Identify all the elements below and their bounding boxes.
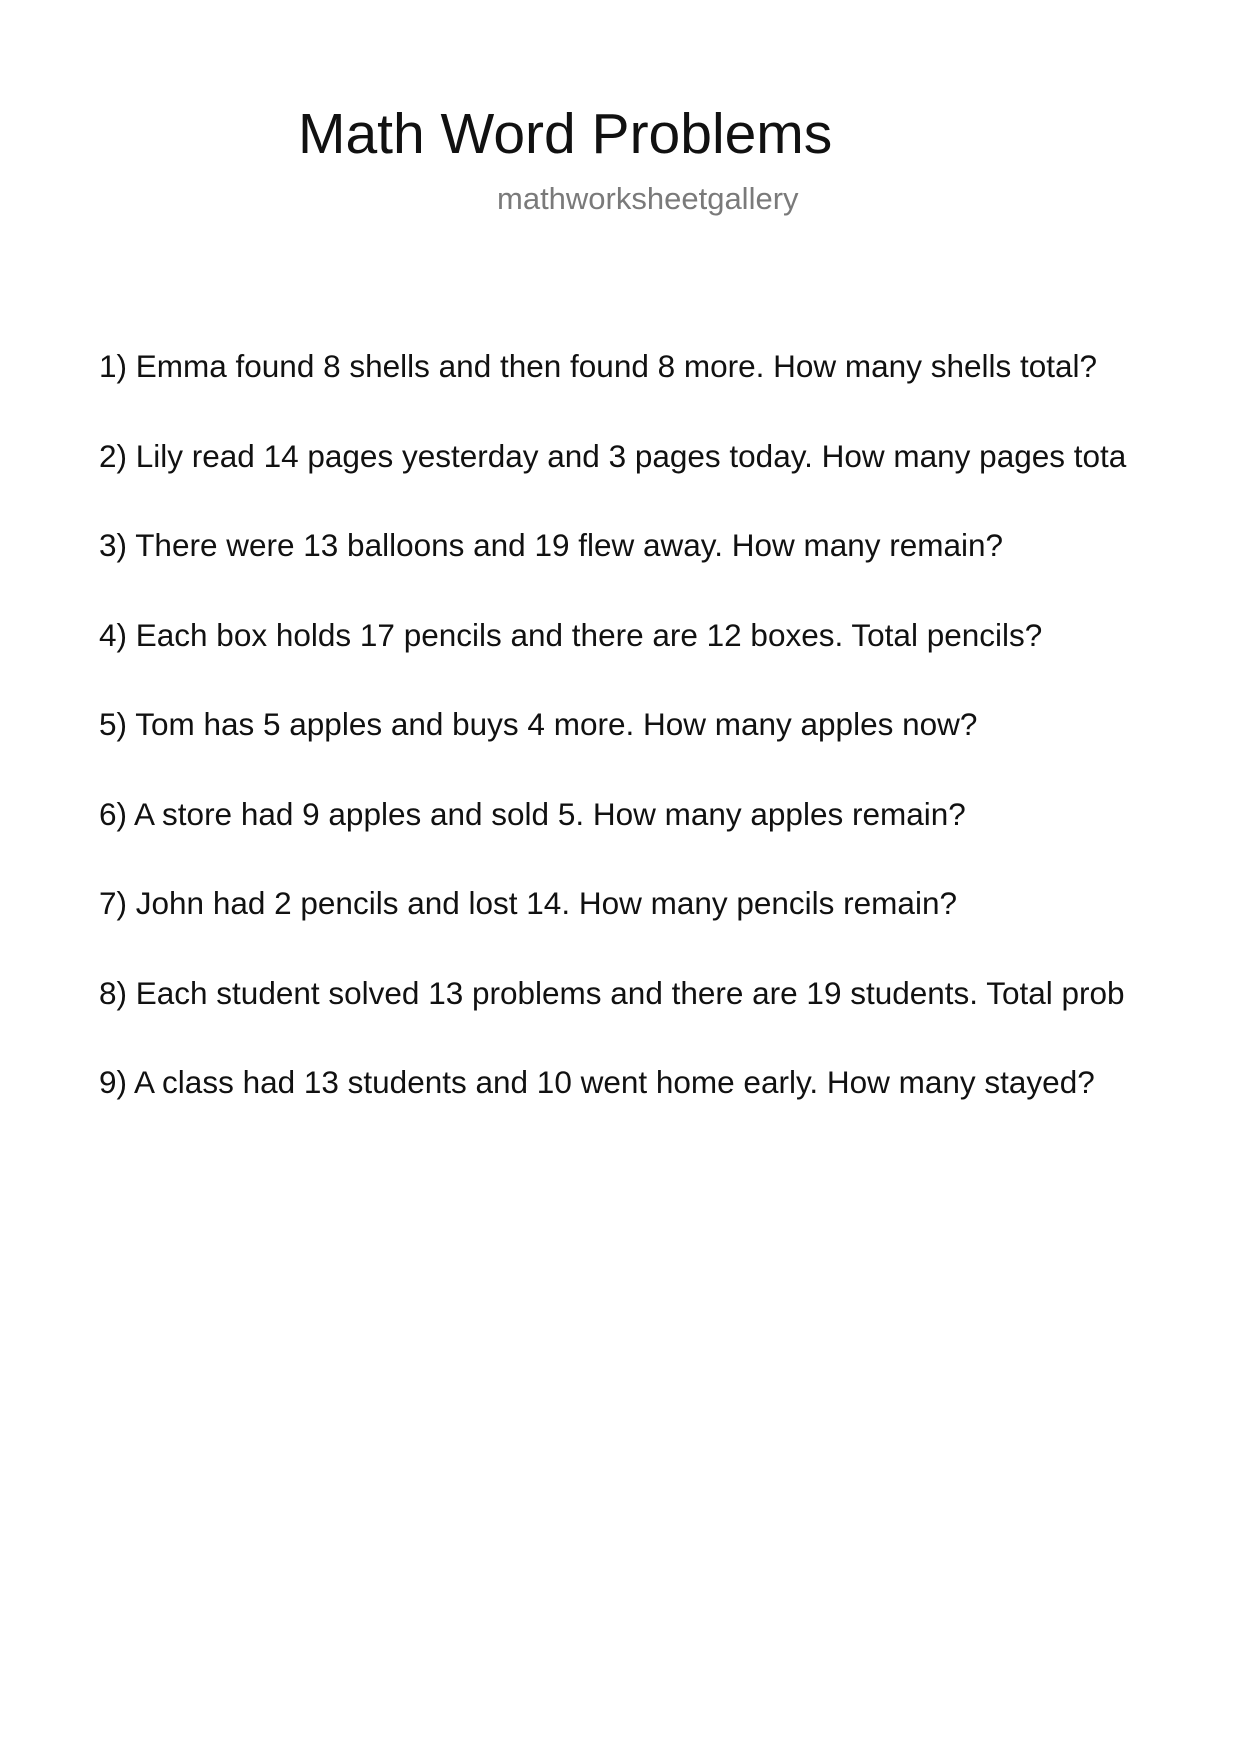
problem-item: 9) A class had 13 students and 10 went home early. How many stayed? <box>99 1064 1095 1100</box>
problem-item: 2) Lily read 14 pages yesterday and 3 pages today. How many pages tota <box>99 437 1127 474</box>
problem-item: 4) Each box holds 17 pencils and there are 12 boxes. Total pencils? <box>99 616 1043 653</box>
problem-item: 7) John had 2 pencils and lost 14. How many pencils remain? <box>99 885 957 921</box>
problem-item: 5) Tom has 5 apples and buys 4 more. How many apples now? <box>99 706 978 742</box>
problem-item: 1) Emma found 8 shells and then found 8 more. How many shells total? <box>99 348 1098 384</box>
problem-item: 6) A store had 9 apples and sold 5. How many apples remain? <box>99 795 966 832</box>
worksheet-title: Math Word Problems <box>298 102 833 166</box>
worksheet-subtitle: mathworksheetgallery <box>497 181 799 216</box>
problem-list <box>99 346 1240 1152</box>
problem-item: 3) There were 13 balloons and 19 flew away. How many remain? <box>99 527 1004 563</box>
problem-item: 8) Each student solved 13 problems and there are 19 students. Total prob <box>99 974 1125 1011</box>
